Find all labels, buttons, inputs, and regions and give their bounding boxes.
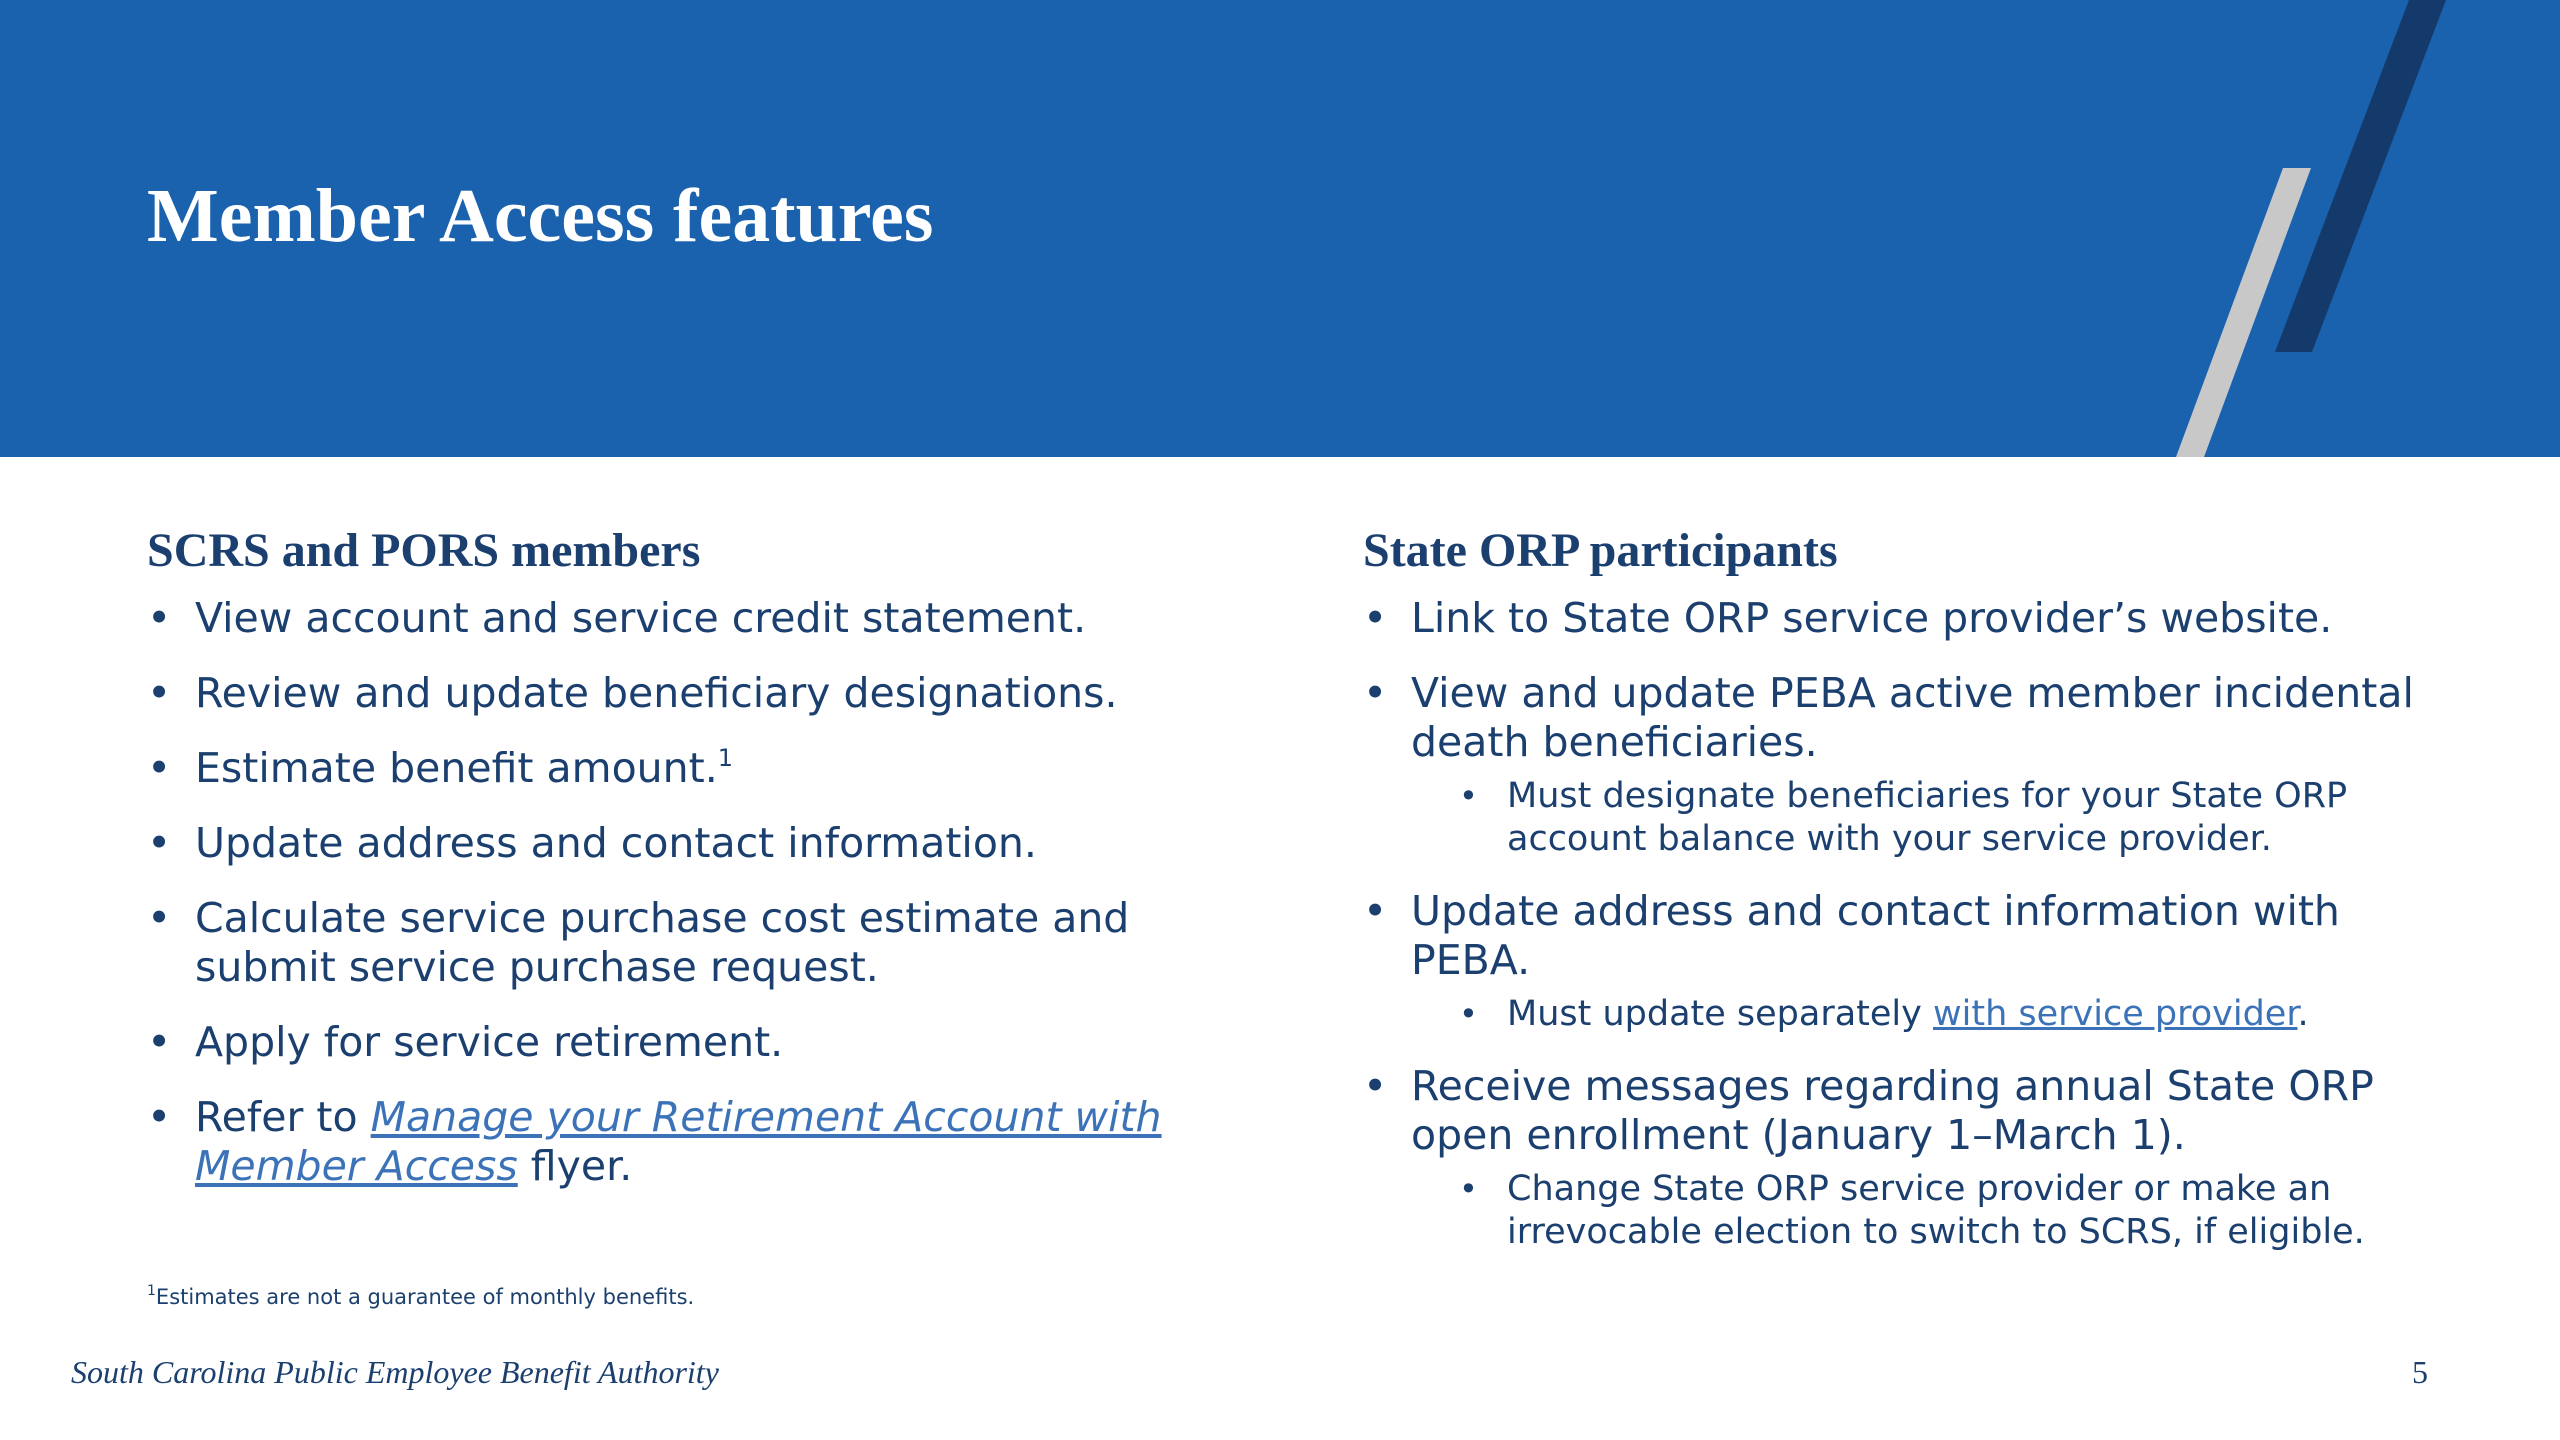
list-item: • Update address and contact information with PEBA. — [1363, 887, 2463, 985]
list-item: • View account and service credit statement. — [147, 594, 1227, 643]
service-provider-link[interactable]: with service provider — [1933, 993, 2298, 1034]
member-access-flyer-link[interactable]: Manage your Retirement Account with Member Access — [195, 1092, 1162, 1190]
list-item: • View and update PEBA active member incidental death beneficiaries. — [1363, 669, 2463, 767]
sub-list-item: • Must update separately with service provider. — [1459, 993, 2463, 1036]
list-item: • Estimate benefit amount.$^1$ — [147, 744, 1227, 793]
left-heading: SCRS and PORS members — [147, 524, 701, 577]
right-column — [1363, 522, 2463, 1280]
right-bullet-list — [1363, 594, 2463, 1254]
list-item: • Apply for service retirement. — [147, 1018, 1227, 1067]
right-heading: State ORP participants — [1363, 524, 1838, 577]
left-bullet-list — [147, 594, 1227, 1191]
list-item: • Review and update beneficiary designations. — [147, 669, 1227, 718]
list-item: • Link to State ORP service provider’s website. — [1363, 594, 2463, 643]
page-number: 5 — [2412, 1354, 2428, 1390]
title-banner — [0, 0, 2560, 457]
list-item: • Update address and contact information. — [147, 819, 1227, 868]
sub-list-item: • Must designate beneficiaries for your State ORP account balance with your service provider. — [1459, 775, 2463, 861]
organization-name: South Carolina Public Employee Benefit Authority — [71, 1354, 719, 1390]
slide-title: Member Access features — [147, 174, 934, 258]
footnote-marker: 1 — [717, 743, 734, 772]
left-column — [147, 522, 1227, 1217]
sub-list-item: • Change State ORP service provider or make an irrevocable election to switch to SCRS, if eligible. — [1459, 1168, 2463, 1254]
list-item: • Receive messages regarding annual State ORP open enrollment (January 1–March 1). — [1363, 1062, 2463, 1160]
list-item: • Calculate service purchase cost estimate and submit service purchase request. — [147, 894, 1227, 992]
list-item: • Refer to Manage your Retirement Account with Member Access flyer. — [147, 1093, 1227, 1191]
footnote: $^1$Estimates are not a guarantee of monthly benefits. — [147, 1283, 695, 1309]
